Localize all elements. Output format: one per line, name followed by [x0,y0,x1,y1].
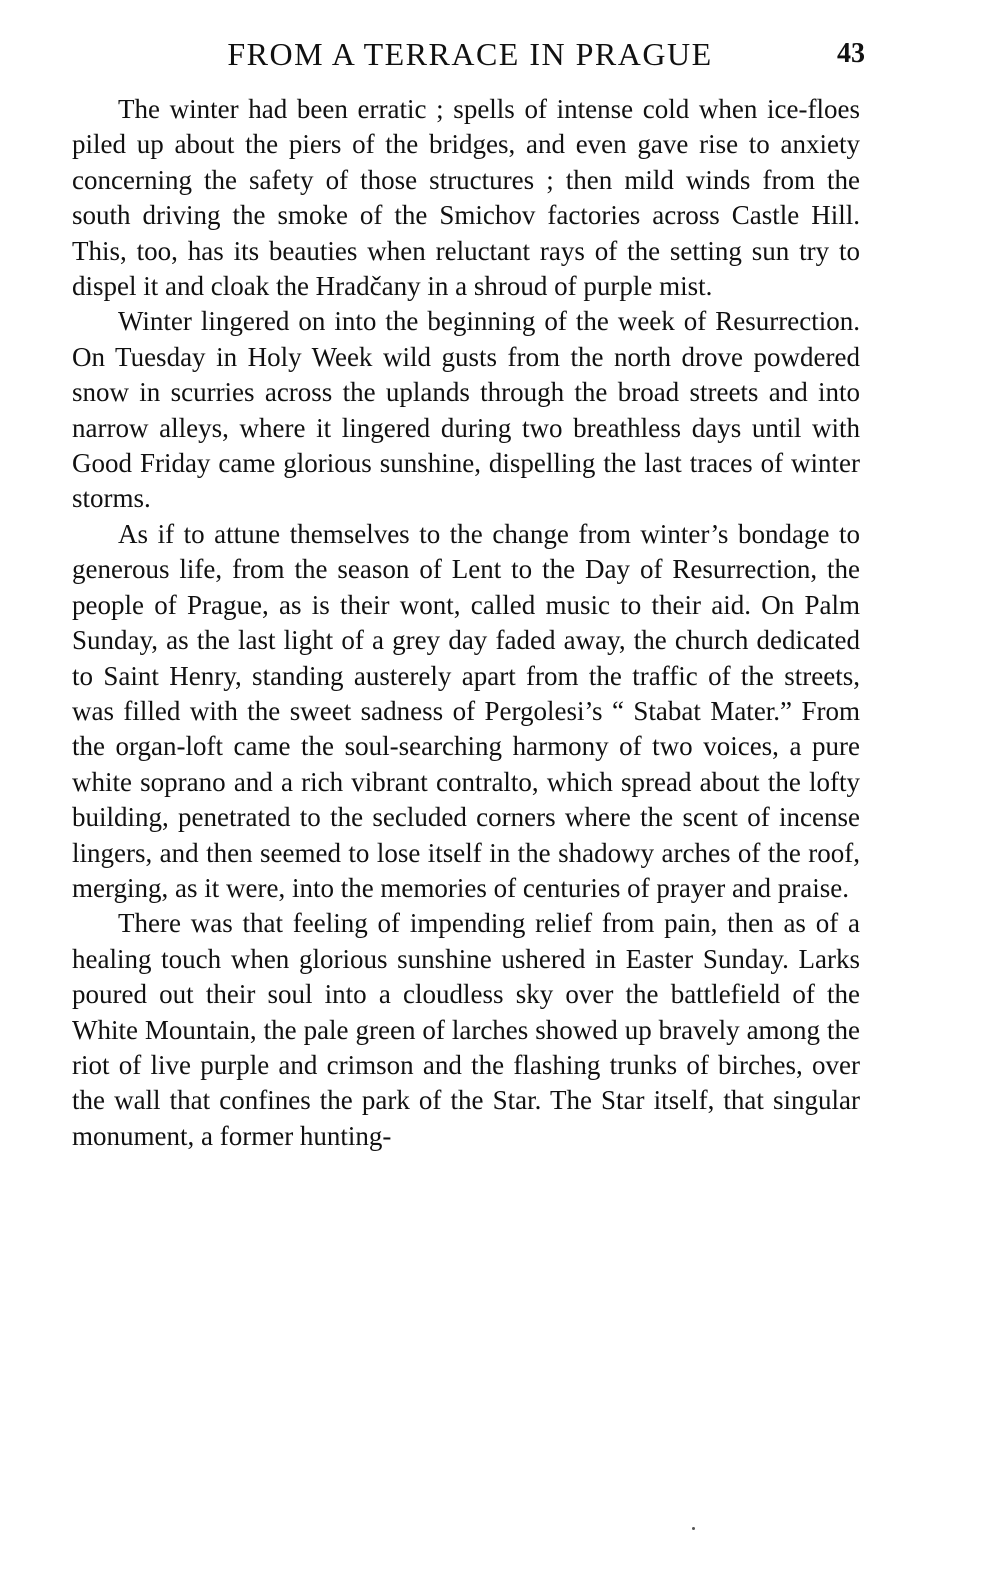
paragraph-music-palm-sunday: As if to attune themselves to the change from winter’s bondage to generous life, from the season of Lent to the Day of Resurrection, the people of Prague, as is their wont, called music to their aid. On Palm Sunday, as the last light of a grey day faded away, the church dedicated to Saint Henry, standing austerely apart from the traffic of the streets, was filled with the sweet sadness of Pergolesi’s “ Stabat Mater.” From the organ-loft came the soul-searching harmony of two voices, a pure white soprano and a rich vibrant contralto, which spread about the lofty building, penetrated to the secluded corners where the scent of incense lingers, and then seemed to lose itself in the shadowy arches of the roof, merging, as it were, into the memories of centuries of prayer and praise. [72,518,860,903]
body-text [72,92,860,1154]
paragraph-winter-lingered: Winter lingered on into the beginning of the week of Resurrection. On Tuesday in Holy Week wild gusts from the north drove powdered snow in scurries across the uplands through the broad streets and into narrow alleys, where it lingered during two breathless days until with Good Friday came glorious sunshine, dispelling the last traces of winter storms. [72,306,860,514]
page-number: 43 [837,38,865,69]
running-head [75,32,865,76]
running-title: FROM A TERRACE IN PRAGUE [227,36,713,72]
paragraph-easter-sunday: There was that feeling of impending relief from pain, then as of a healing touch when glorious sunshine ushered in Easter Sunday. Larks poured out their soul into a cloudless sky over the battlefield of the White Mountain, the pale green of larches showed up bravely among the riot of live purple and crimson and the flashing trunks of birches, over the wall that confines the park of the Star. The Star itself, that singular monument, a former hunting- [72,908,860,1151]
paragraph-winter-erratic: The winter had been erratic ; spells of intense cold when ice-floes piled up about the piers of the bridges, and even gave rise to anxiety concerning the safety of those structures ; then mild winds from the south driving the smoke of the Smichov factories across Castle Hill. This, too, has its beauties when reluctant rays of the setting sun try to dispel it and cloak the Hradčany in a shroud of purple mist. [72,94,860,302]
paper-speck [692,1527,695,1530]
